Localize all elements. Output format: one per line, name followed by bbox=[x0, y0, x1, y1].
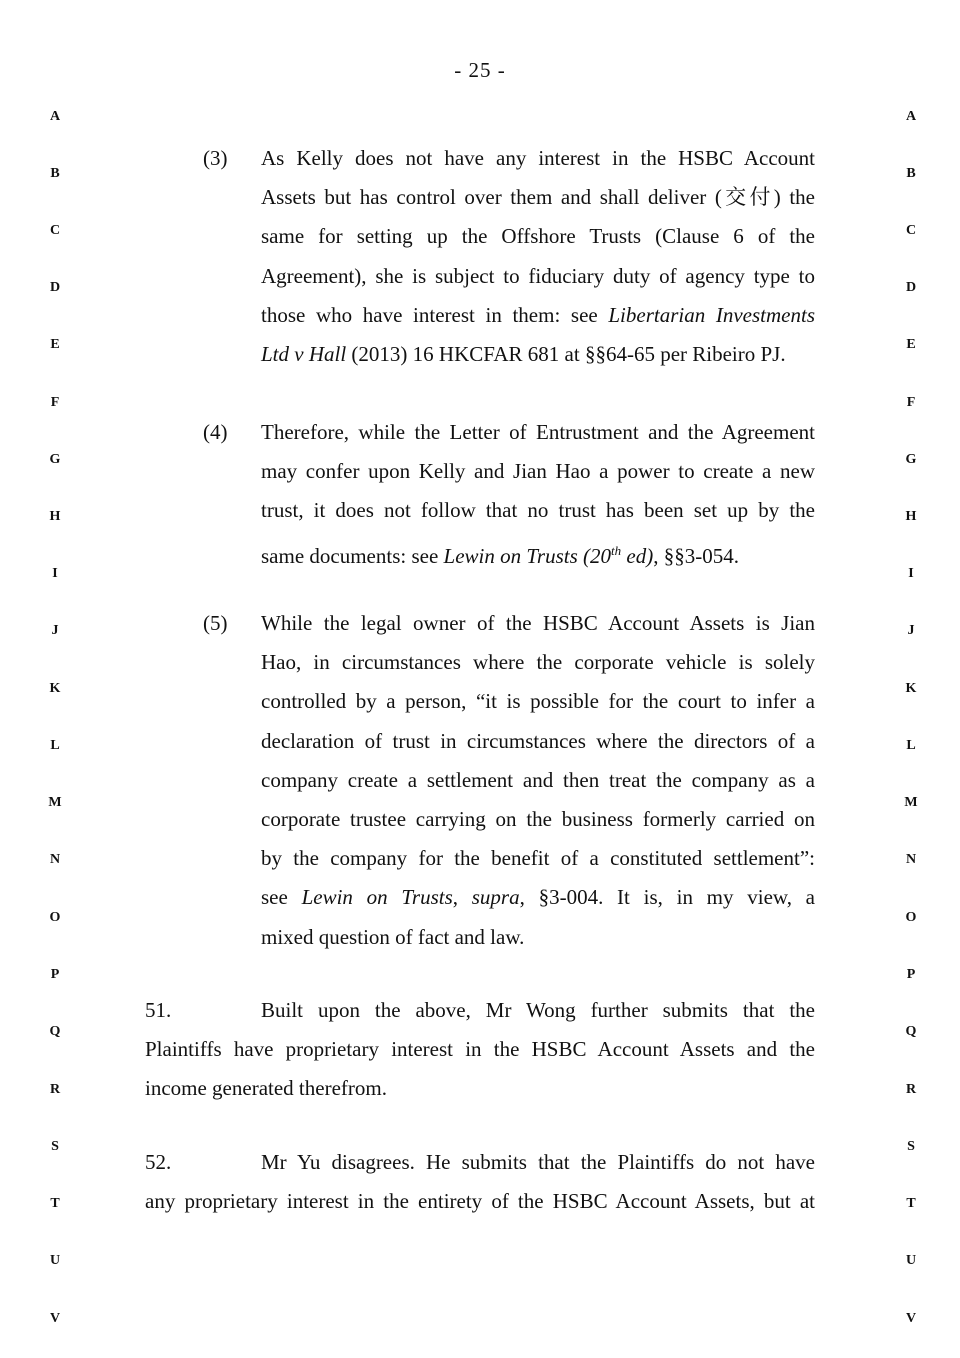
margin-letter: F bbox=[50, 395, 60, 410]
margin-letter: M bbox=[904, 795, 918, 810]
text-line: controlled by a person, “it is possible for the court to infer a bbox=[261, 689, 815, 714]
margin-letter: O bbox=[49, 910, 61, 925]
text-line: Assets but has control over them and shall deliver (交付) the bbox=[261, 185, 815, 210]
subparagraph-number: (3) bbox=[203, 146, 228, 170]
margin-letter: O bbox=[905, 910, 917, 925]
text-line: corporate trustee carrying on the business formerly carried on bbox=[261, 807, 815, 832]
margin-letter: S bbox=[907, 1139, 915, 1154]
margin-letter: L bbox=[50, 738, 60, 753]
margin-letter: G bbox=[49, 452, 61, 467]
text-line: any proprietary interest in the entirety of the HSBC Account Assets, but at bbox=[145, 1189, 815, 1214]
margin-letter: U bbox=[905, 1253, 917, 1268]
margin-letter: A bbox=[49, 109, 61, 124]
margin-letter: H bbox=[905, 509, 917, 524]
margin-letter: Q bbox=[905, 1024, 917, 1039]
case-citation: Ltd v Hall bbox=[261, 342, 347, 367]
text-line: may confer upon Kelly and Jian Hao a power to create a new bbox=[261, 459, 815, 484]
margin-letter: R bbox=[905, 1082, 917, 1097]
margin-letter: U bbox=[49, 1253, 61, 1268]
margin-letter: G bbox=[905, 452, 917, 467]
margin-letter: M bbox=[48, 795, 62, 810]
margin-letter: N bbox=[905, 852, 917, 867]
margin-letter: B bbox=[906, 166, 916, 181]
margin-letter: J bbox=[51, 623, 59, 638]
margin-letter: H bbox=[49, 509, 61, 524]
subparagraph-4 bbox=[261, 413, 815, 576]
margin-letter: Q bbox=[49, 1024, 61, 1039]
text-line: see Lewin on Trusts, supra, §3-004. It is, in my view, a bbox=[261, 885, 815, 910]
subparagraph-number: (5) bbox=[203, 611, 228, 635]
text-line: While the legal owner of the HSBC Account Assets is Jian bbox=[261, 611, 815, 635]
paragraph-number: 52. bbox=[145, 1150, 172, 1174]
margin-letter: E bbox=[50, 337, 60, 352]
text-line: Agreement), she is subject to fiduciary duty of agency type to bbox=[261, 263, 815, 288]
text-line: those who have interest in them: see Libertarian Investments bbox=[261, 302, 815, 327]
text-line: mixed question of fact and law. bbox=[261, 924, 525, 949]
paragraph-51 bbox=[145, 991, 815, 1109]
paragraph-52 bbox=[145, 1143, 815, 1221]
text-line: trust, it does not follow that no trust has been set up by the bbox=[261, 498, 815, 523]
margin-letter: V bbox=[905, 1311, 917, 1326]
margin-letter: K bbox=[49, 681, 61, 696]
margin-letter: C bbox=[49, 223, 61, 238]
paragraph-number: 51. bbox=[145, 998, 172, 1022]
text-line: same documents: see Lewin on Trusts (20th ed), §§3-054. bbox=[261, 542, 739, 568]
margin-letter: D bbox=[49, 280, 61, 295]
margin-letter: K bbox=[905, 681, 917, 696]
text-line: Ltd v Hall (2013) 16 HKCFAR 681 at §§64-65 per Ribeiro PJ. bbox=[261, 342, 786, 367]
margin-letter: V bbox=[49, 1311, 61, 1326]
margin-letter: T bbox=[50, 1196, 60, 1211]
subparagraph-5 bbox=[261, 604, 815, 957]
margin-letter: R bbox=[49, 1082, 61, 1097]
margin-letter: C bbox=[905, 223, 917, 238]
margin-letter: P bbox=[50, 967, 60, 982]
text-line: same for setting up the Offshore Trusts (Clause 6 of the bbox=[261, 224, 815, 249]
book-citation: Lewin on Trusts (20th ed) bbox=[443, 542, 654, 568]
margin-letter: B bbox=[50, 166, 60, 181]
margin-letter: A bbox=[905, 109, 917, 124]
text-line: Hao, in circumstances where the corporate vehicle is solely bbox=[261, 650, 815, 675]
supra-citation: supra bbox=[471, 885, 520, 910]
margin-letter: I bbox=[908, 566, 914, 581]
text-line: Therefore, while the Letter of Entrustment and the Agreement bbox=[261, 420, 815, 444]
text-line: 51. Built upon the above, Mr Wong further submits that the bbox=[145, 991, 815, 1030]
margin-letter: F bbox=[906, 395, 916, 410]
margin-letter: J bbox=[907, 623, 915, 638]
book-citation: Lewin on Trusts bbox=[301, 885, 453, 910]
text-line: by the company for the benefit of a constituted settlement”: bbox=[261, 846, 815, 871]
page-number: - 25 - bbox=[454, 58, 506, 82]
text-line: 52. Mr Yu disagrees. He submits that the Plaintiffs do not have bbox=[145, 1143, 815, 1182]
margin-letter: L bbox=[906, 738, 916, 753]
margin-letter: P bbox=[906, 967, 916, 982]
subparagraph-number: (4) bbox=[203, 420, 228, 444]
margin-letter: E bbox=[906, 337, 916, 352]
text-line: company create a settlement and then treat the company as a bbox=[261, 767, 815, 792]
margin-letter: I bbox=[52, 566, 58, 581]
subparagraph-3 bbox=[261, 139, 815, 374]
margin-letter: D bbox=[905, 280, 917, 295]
margin-letter: T bbox=[906, 1196, 916, 1211]
margin-letter: S bbox=[51, 1139, 59, 1154]
text-line: As Kelly does not have any interest in the HSBC Account bbox=[261, 146, 815, 170]
margin-letter: N bbox=[49, 852, 61, 867]
text-line: Plaintiffs have proprietary interest in the HSBC Account Assets and the bbox=[145, 1037, 815, 1062]
text-line: declaration of trust in circumstances where the directors of a bbox=[261, 728, 815, 753]
case-citation: Libertarian Investments bbox=[608, 302, 815, 327]
text-line: income generated therefrom. bbox=[145, 1076, 387, 1101]
